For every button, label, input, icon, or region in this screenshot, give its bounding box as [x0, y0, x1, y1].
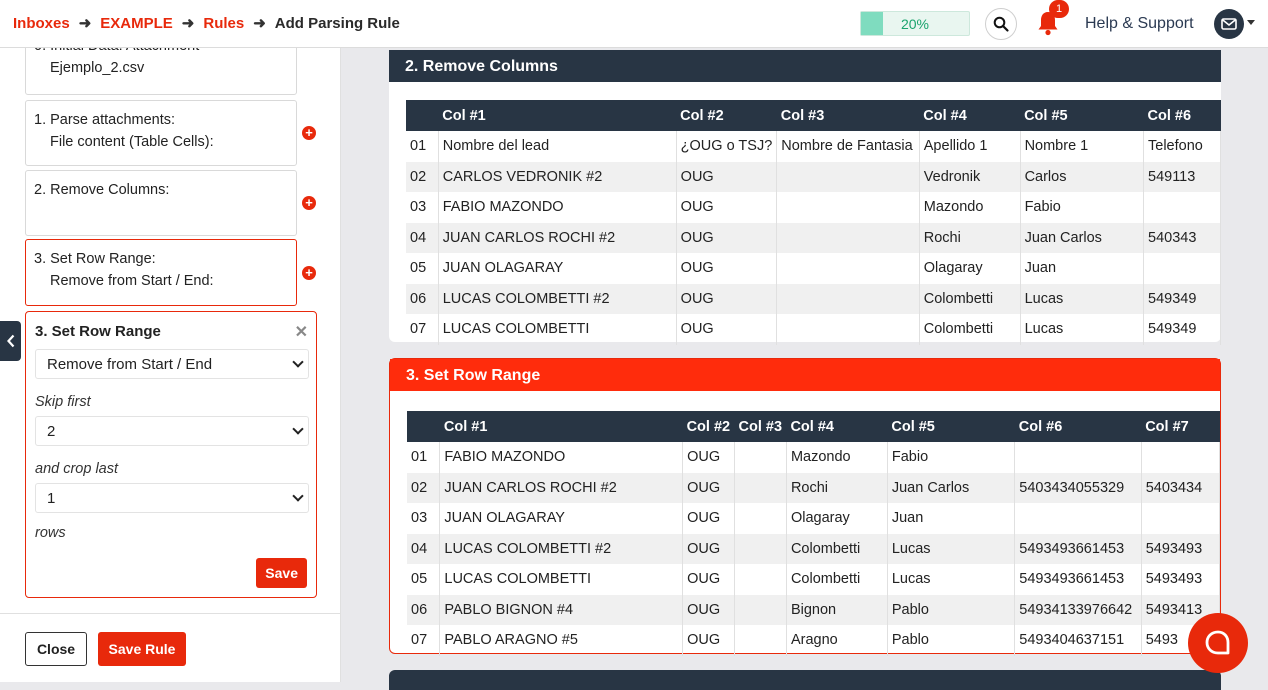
table-row [406, 223, 1221, 254]
table-row [406, 314, 1221, 345]
arrow-right-icon: ➜ [253, 15, 266, 32]
table-cell: Fabio [887, 442, 1014, 473]
table-cell: 5493404637151 [1015, 625, 1141, 656]
table-cell: 06 [406, 284, 438, 315]
card-title: 2. Remove Columns [389, 50, 1221, 82]
column-header: Col #2 [676, 100, 777, 131]
table-cell [777, 162, 920, 193]
table-row [406, 284, 1221, 315]
table-cell: 549349 [1144, 314, 1221, 345]
column-header [406, 100, 438, 131]
table-row [407, 473, 1220, 504]
set-row-range-card [389, 358, 1221, 654]
breadcrumb-example[interactable]: EXAMPLE [100, 14, 173, 32]
table-cell [1144, 253, 1221, 284]
table-cell [735, 442, 787, 473]
chat-icon [1203, 628, 1233, 658]
step-detail: Ejemplo_2.csv [50, 60, 145, 76]
chevron-left-icon [6, 334, 16, 348]
set-row-range-table [407, 411, 1220, 656]
table-cell [1015, 503, 1141, 534]
editor-title: 3. Set Row Range [35, 323, 161, 340]
table-cell: 02 [406, 162, 438, 193]
arrow-right-icon: ➜ [181, 15, 195, 32]
table-cell: FABIO MAZONDO [440, 442, 683, 473]
table-row [406, 131, 1221, 162]
table-cell: Juan [887, 503, 1014, 534]
table-row [407, 564, 1220, 595]
notification-badge: 1 [1049, 0, 1069, 18]
table-header-row [406, 100, 1221, 131]
chevron-down-icon [292, 490, 303, 501]
close-button[interactable]: Close [25, 632, 87, 666]
save-rule-button[interactable]: Save Rule [98, 632, 186, 666]
step-detail: File content (Table Cells): [50, 134, 214, 150]
table-cell: Colombetti [919, 284, 1020, 315]
breadcrumb-rules[interactable]: Rules [203, 14, 245, 32]
table-cell: 01 [407, 442, 440, 473]
table-cell: 01 [406, 131, 438, 162]
table-cell [777, 253, 920, 284]
column-header: Col #2 [683, 411, 735, 442]
table-cell: Apellido 1 [919, 131, 1020, 162]
table-cell: Telefono [1144, 131, 1221, 162]
table-row [407, 442, 1220, 473]
table-cell: ¿OUG o TSJ? [676, 131, 777, 162]
step-detail: Remove from Start / End: [50, 273, 214, 289]
table-cell: OUG [676, 314, 777, 345]
table-cell: 549113 [1144, 162, 1221, 193]
table-cell [735, 625, 787, 656]
crop-last-value: 1 [47, 490, 56, 507]
column-header: Col #1 [440, 411, 683, 442]
close-icon[interactable]: ✕ [294, 324, 308, 341]
final-result-card-header [389, 670, 1221, 690]
card-title: 3. Set Row Range [390, 359, 1220, 391]
add-step-plus-icon[interactable]: + [302, 196, 316, 210]
top-bar [0, 0, 1268, 48]
progress-label: 20% [900, 15, 930, 32]
table-cell [777, 284, 920, 315]
table-header-row [407, 411, 1220, 442]
chevron-down-icon [292, 423, 303, 434]
table-cell [735, 564, 787, 595]
table-cell: 04 [406, 223, 438, 254]
table-cell: OUG [683, 564, 735, 595]
remove-columns-table-wrap [406, 100, 1221, 345]
arrow-right-icon: ➜ [78, 15, 92, 32]
table-row [407, 534, 1220, 565]
search-icon [993, 16, 1009, 32]
table-cell [1015, 442, 1141, 473]
column-header: Col #7 [1141, 411, 1219, 442]
divider [0, 613, 341, 614]
add-step-plus-icon[interactable]: + [302, 266, 316, 280]
table-cell: 02 [407, 473, 440, 504]
table-cell [1144, 192, 1221, 223]
table-row [406, 192, 1221, 223]
table-cell [735, 473, 787, 504]
table-cell: LUCAS COLOMBETTI [440, 564, 683, 595]
table-cell: 07 [407, 625, 440, 656]
column-header: Col #5 [1020, 100, 1143, 131]
table-cell: OUG [683, 534, 735, 565]
save-step-button[interactable]: Save [256, 558, 307, 588]
step-title: 3. Set Row Range: [34, 251, 156, 267]
skip-first-select[interactable] [35, 416, 309, 446]
table-cell: Fabio [1020, 192, 1143, 223]
table-cell: 05 [407, 564, 440, 595]
table-row [407, 503, 1220, 534]
table-cell: PABLO ARAGNO #5 [440, 625, 683, 656]
table-cell: Lucas [1020, 314, 1143, 345]
crop-last-select[interactable] [35, 483, 309, 513]
table-cell: Aragno [786, 625, 887, 656]
table-cell: Pablo [887, 595, 1014, 626]
table-cell [735, 595, 787, 626]
skip-first-label: Skip first [35, 394, 91, 410]
table-cell: FABIO MAZONDO [438, 192, 676, 223]
table-cell: JUAN CARLOS ROCHI #2 [438, 223, 676, 254]
page-title: Add Parsing Rule [274, 14, 400, 32]
table-cell: OUG [683, 595, 735, 626]
search-button[interactable] [985, 8, 1017, 40]
table-cell: Carlos [1020, 162, 1143, 193]
table-cell: Rochi [919, 223, 1020, 254]
table-cell: Pablo [887, 625, 1014, 656]
table-cell [777, 192, 920, 223]
rule-steps-panel [0, 48, 341, 682]
table-cell: 05 [406, 253, 438, 284]
table-cell: OUG [683, 473, 735, 504]
table-cell: Nombre 1 [1020, 131, 1143, 162]
column-header: Col #4 [919, 100, 1020, 131]
table-cell: Nombre del lead [438, 131, 676, 162]
table-cell: 540343 [1144, 223, 1221, 254]
table-cell [777, 223, 920, 254]
table-cell: PABLO BIGNON #4 [440, 595, 683, 626]
mode-select[interactable] [35, 349, 309, 379]
table-cell: 03 [406, 192, 438, 223]
crop-last-label: and crop last [35, 461, 119, 477]
table-cell: Colombetti [786, 534, 887, 565]
step-set-row-range[interactable] [25, 239, 297, 306]
table-cell: Juan [1020, 253, 1143, 284]
table-cell: 03 [407, 503, 440, 534]
remove-columns-card [389, 50, 1221, 342]
table-cell [1141, 442, 1219, 473]
table-cell: LUCAS COLOMBETTI #2 [440, 534, 683, 565]
table-cell: Vedronik [919, 162, 1020, 193]
table-cell: Lucas [887, 564, 1014, 595]
table-cell [735, 534, 787, 565]
step-editor [25, 311, 317, 598]
table-cell: Mazondo [786, 442, 887, 473]
table-cell: 5493 [1141, 625, 1219, 656]
table-cell: OUG [683, 503, 735, 534]
help-support-link[interactable]: Help & Support [1085, 15, 1194, 32]
table-cell: 5493493661453 [1015, 564, 1141, 595]
table-cell: JUAN CARLOS ROCHI #2 [440, 473, 683, 504]
table-cell: 5493493661453 [1015, 534, 1141, 565]
skip-first-value: 2 [47, 423, 56, 440]
table-cell: CARLOS VEDRONIK #2 [438, 162, 676, 193]
add-step-plus-icon[interactable]: + [302, 126, 316, 140]
table-cell: Colombetti [786, 564, 887, 595]
set-row-range-table-wrap [407, 411, 1220, 656]
step-parse-attachments[interactable] [25, 100, 297, 166]
chevron-down-icon[interactable] [1247, 20, 1255, 25]
table-cell: JUAN OLAGARAY [440, 503, 683, 534]
account-avatar[interactable] [1214, 9, 1244, 39]
breadcrumb-inboxes[interactable]: Inboxes [13, 14, 70, 32]
table-cell [735, 503, 787, 534]
table-cell: OUG [676, 284, 777, 315]
table-cell: JUAN OLAGARAY [438, 253, 676, 284]
table-cell: 549349 [1144, 284, 1221, 315]
mail-icon [1221, 18, 1237, 30]
column-header: Col #3 [735, 411, 787, 442]
table-cell: LUCAS COLOMBETTI #2 [438, 284, 676, 315]
step-remove-columns[interactable] [25, 170, 297, 236]
column-header [407, 411, 440, 442]
table-cell: Lucas [887, 534, 1014, 565]
table-cell: Mazondo [919, 192, 1020, 223]
table-cell: 5493413 [1141, 595, 1219, 626]
table-cell: OUG [676, 192, 777, 223]
table-cell: OUG [676, 253, 777, 284]
table-cell [1141, 503, 1219, 534]
breadcrumb [13, 14, 400, 32]
table-cell: Juan Carlos [1020, 223, 1143, 254]
remove-columns-table [406, 100, 1221, 345]
table-row [406, 253, 1221, 284]
table-cell: OUG [676, 223, 777, 254]
table-cell: 04 [407, 534, 440, 565]
table-cell: 07 [406, 314, 438, 345]
table-cell: 5493493 [1141, 564, 1219, 595]
column-header: Col #6 [1144, 100, 1221, 131]
column-header: Col #5 [887, 411, 1014, 442]
table-cell: OUG [683, 625, 735, 656]
table-cell: 54934133976642 [1015, 595, 1141, 626]
column-header: Col #3 [777, 100, 920, 131]
table-cell: 06 [407, 595, 440, 626]
collapse-panel-button[interactable] [0, 321, 21, 361]
table-cell: OUG [676, 162, 777, 193]
table-cell: LUCAS COLOMBETTI [438, 314, 676, 345]
step-title: 2. Remove Columns: [34, 182, 170, 198]
table-cell: 5403434 [1141, 473, 1219, 504]
table-cell: OUG [683, 442, 735, 473]
table-cell: Olagaray [919, 253, 1020, 284]
table-cell: Lucas [1020, 284, 1143, 315]
column-header: Col #6 [1015, 411, 1141, 442]
table-cell [777, 314, 920, 345]
column-header: Col #1 [438, 100, 676, 131]
table-cell: Rochi [786, 473, 887, 504]
table-cell: 5493493 [1141, 534, 1219, 565]
table-cell: Juan Carlos [887, 473, 1014, 504]
mode-select-value: Remove from Start / End [47, 356, 213, 373]
progress-bar [860, 11, 970, 36]
support-chat-button[interactable] [1188, 613, 1248, 673]
table-cell: Colombetti [919, 314, 1020, 345]
step-title: 1. Parse attachments: [34, 112, 176, 128]
table-cell: 5403434055329 [1015, 473, 1141, 504]
rows-label: rows [35, 525, 66, 541]
table-row [406, 162, 1221, 193]
table-cell: Olagaray [786, 503, 887, 534]
table-cell: Bignon [786, 595, 887, 626]
table-row [407, 595, 1220, 626]
chevron-down-icon [292, 356, 303, 367]
column-header: Col #4 [786, 411, 887, 442]
table-cell: Nombre de Fantasia [777, 131, 920, 162]
table-row [407, 625, 1220, 656]
